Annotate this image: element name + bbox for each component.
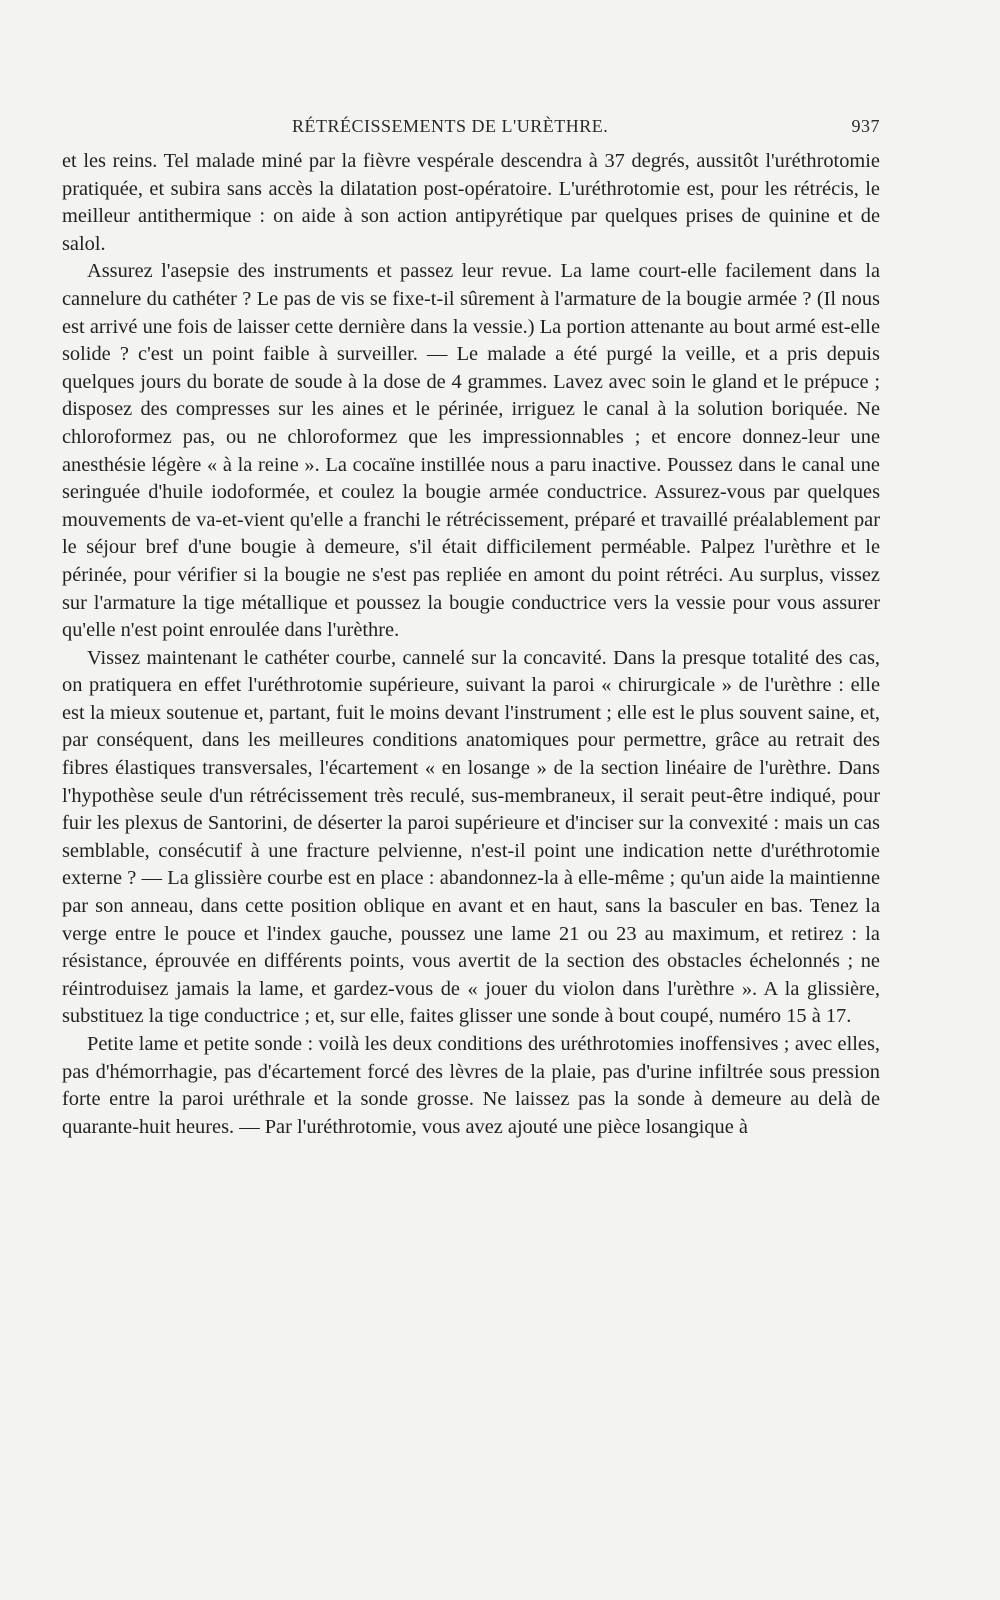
paragraph-continued: et les reins. Tel malade miné par la fièvre vespérale descendra à 37 degrés, aussitôt l'uréthrotomie pratiquée, et subira sans accès la dilatation post-opératoire. L'uréthrotomie est, pour les rétrécis, le meilleur antithermique : on aide à son action antipyrétique par quelques prises de quinine et de salol. [62, 150, 880, 255]
running-head [62, 116, 880, 146]
page-number: 937 [851, 116, 880, 136]
paragraph-asepsis: Assurez l'asepsie des instruments et passez leur revue. La lame court-elle facilement dans la cannelure du cathéter ? Le pas de vis se fixe-t-il sûrement à l'armature de la bougie armée ? (Il nous est arrivé une fois de laisser cette dernière dans la vessie.) La portion attenante au bout armé est-elle solide ? c'est un point faible à surveiller. — Le malade a été purgé la veille, et a pris depuis quelques jours du borate de soude à la dose de 4 grammes. Lavez avec soin le gland et le prépuce ; disposez des compresses sur les aines et le périnée, irriguez le canal à la solution boriquée. Ne chloroformez pas, ou ne chloroformez que les impressionnables ; et encore donnez-leur une anesthésie légère « à la reine ». La cocaïne instillée nous a paru inactive. Poussez dans le canal une seringuée d'huile iodoformée, et coulez la bougie armée conductrice. Assurez-vous par quelques mouvements de va-et-vient qu'elle a franchi le rétrécissement, préparé et travaillé préalablement par le séjour bref d'une bougie à demeure, s'il était difficilement perméable. Palpez l'urèthre et le périnée, pour vérifier si la bougie ne s'est pas repliée en amont du point rétréci. Au surplus, vissez sur l'armature la tige métallique et poussez la bougie conductrice vers la vessie pour vous assurer qu'elle n'est point enroulée dans l'urèthre. [62, 260, 880, 642]
running-title: RÉTRÉCISSEMENTS DE L'URÈTHRE. [292, 116, 609, 136]
text-body [62, 148, 880, 1141]
paragraph-catheter: Vissez maintenant le cathéter courbe, cannelé sur la concavité. Dans la presque totalité des cas, on pratiquera en effet l'uréthrotomie supérieure, suivant la paroi « chirurgicale » de l'urèthre : elle est la mieux soutenue et, partant, fuit le moins devant l'instrument ; elle est le plus souvent saine, et, par conséquent, dans les meilleures conditions anatomiques pour permettre, grâce au retrait des fibres élastiques transversales, l'écartement « en losange » de la section linéaire de l'urèthre. Dans l'hypothèse seule d'un rétrécissement très reculé, sus-membraneux, il serait peut-être indiqué, pour fuir les plexus de Santorini, de déserter la paroi supérieure et d'inciser sur la convexité : mais un cas semblable, consécutif à une fracture pelvienne, n'est-il point une indication nette d'uréthrotomie externe ? — La glissière courbe est en place : abandonnez-la à elle-même ; qu'un aide la maintienne par son anneau, dans cette position oblique en avant et en haut, sans la basculer en bas. Tenez la verge entre le pouce et l'index gauche, poussez une lame 21 ou 23 au maximum, et retirez : la résistance, éprouvée en différents points, vous avertit de la section des obstacles échelonnés ; ne réintroduisez jamais la lame, et gardez-vous de « jouer du violon dans l'urèthre ». A la glissière, substituez la tige conductrice ; et, sur elle, faites glisser une sonde à bout coupé, numéro 15 à 17. [62, 646, 880, 1028]
paragraph-small-blade: Petite lame et petite sonde : voilà les deux conditions des uréthrotomies inoffensives ; avec elles, pas d'hémorrhagie, pas d'écartement forcé des lèvres de la plaie, pas d'urine infiltrée sous pression forte entre la paroi uréthrale et la sonde grosse. Ne laissez pas la sonde à demeure au delà de quarante-huit heures. — Par l'uréthrotomie, vous avez ajouté une pièce losangique à [62, 1033, 880, 1138]
